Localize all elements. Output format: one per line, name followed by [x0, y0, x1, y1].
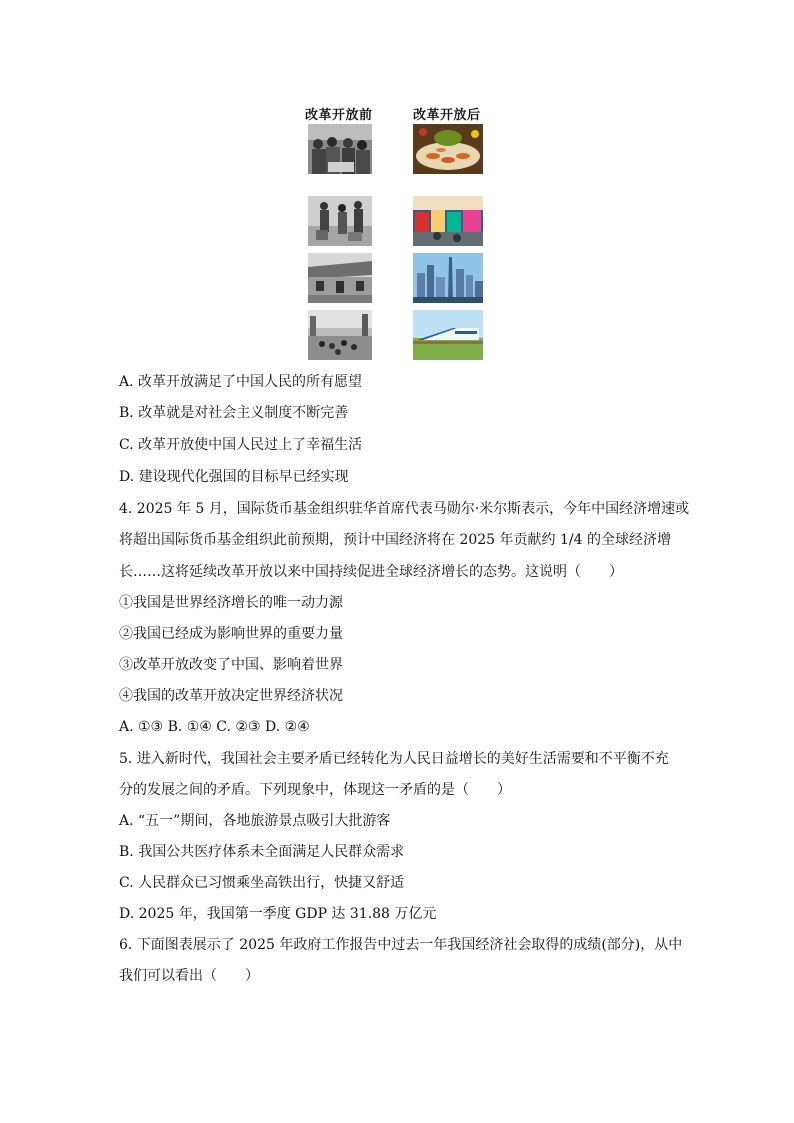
q5-stem-line-1: 5. 进入新时代，我国社会主要矛盾已经转化为人民日益增长的美好生活需要和不平衡不充 — [119, 751, 669, 767]
before-reform-title: 改革开放前 — [305, 108, 373, 123]
after-photo-high-speed-train — [413, 310, 483, 360]
after-photo-skyline — [413, 253, 483, 303]
before-photo-crowd — [308, 124, 372, 174]
before-photo-station — [308, 196, 372, 246]
q6-stem-line-2: 我们可以看出（ ） — [119, 968, 259, 984]
q4-statement-3: ③改革开放改变了中国、影响着世界 — [119, 657, 343, 673]
q4-statement-2: ②我国已经成为影响世界的重要力量 — [119, 626, 343, 642]
after-photo-food — [413, 124, 483, 174]
q6-stem-line-1: 6. 下面图表展示了 2025 年政府工作报告中过去一年我国经济社会取得的成绩(部分)，从中 — [119, 937, 683, 953]
after-photo-market — [413, 196, 483, 246]
q4-options: A. ①③ B. ①④ C. ②③ D. ②④ — [119, 719, 310, 735]
q4-stem-line-2: 将超出国际货币基金组织此前预期，预计中国经济将在 2025 年贡献约 1/4 的全球经济增 — [119, 532, 671, 548]
after-reform-title: 改革开放后 — [413, 108, 481, 123]
q3-option-d: D. 建设现代化强国的目标早已经实现 — [119, 469, 349, 485]
q3-option-b: B. 改革就是对社会主义制度不断完善 — [119, 405, 349, 421]
q3-option-c: C. 改革开放使中国人民过上了幸福生活 — [119, 437, 363, 453]
q3-option-a: A. 改革开放满足了中国人民的所有愿望 — [119, 374, 363, 390]
before-photo-old-house — [308, 253, 372, 303]
q5-option-b: B. 我国公共医疗体系未全面满足人民群众需求 — [119, 844, 405, 860]
q5-option-a: A. “五一”期间，各地旅游景点吸引大批游客 — [119, 813, 391, 829]
q4-statement-4: ④我国的改革开放决定世界经济状况 — [119, 688, 343, 704]
q5-option-c: C. 人民群众已习惯乘坐高铁出行，快捷又舒适 — [119, 875, 405, 891]
q4-stem-line-3: 长……这将延续改革开放以来中国持续促进全球经济增长的态势。这说明（ ） — [119, 564, 623, 580]
before-photo-street — [308, 310, 372, 360]
q4-stem-line-1: 4. 2025 年 5 月，国际货币基金组织驻华首席代表马勋尔·米尔斯表示，今年中国经济增速或 — [119, 501, 690, 517]
q5-option-d: D. 2025 年，我国第一季度 GDP 达 31.88 万亿元 — [119, 906, 437, 922]
q5-stem-line-2: 分的发展之间的矛盾。下列现象中，体现这一矛盾的是（ ） — [119, 782, 511, 798]
q4-statement-1: ①我国是世界经济增长的唯一动力源 — [119, 595, 343, 611]
